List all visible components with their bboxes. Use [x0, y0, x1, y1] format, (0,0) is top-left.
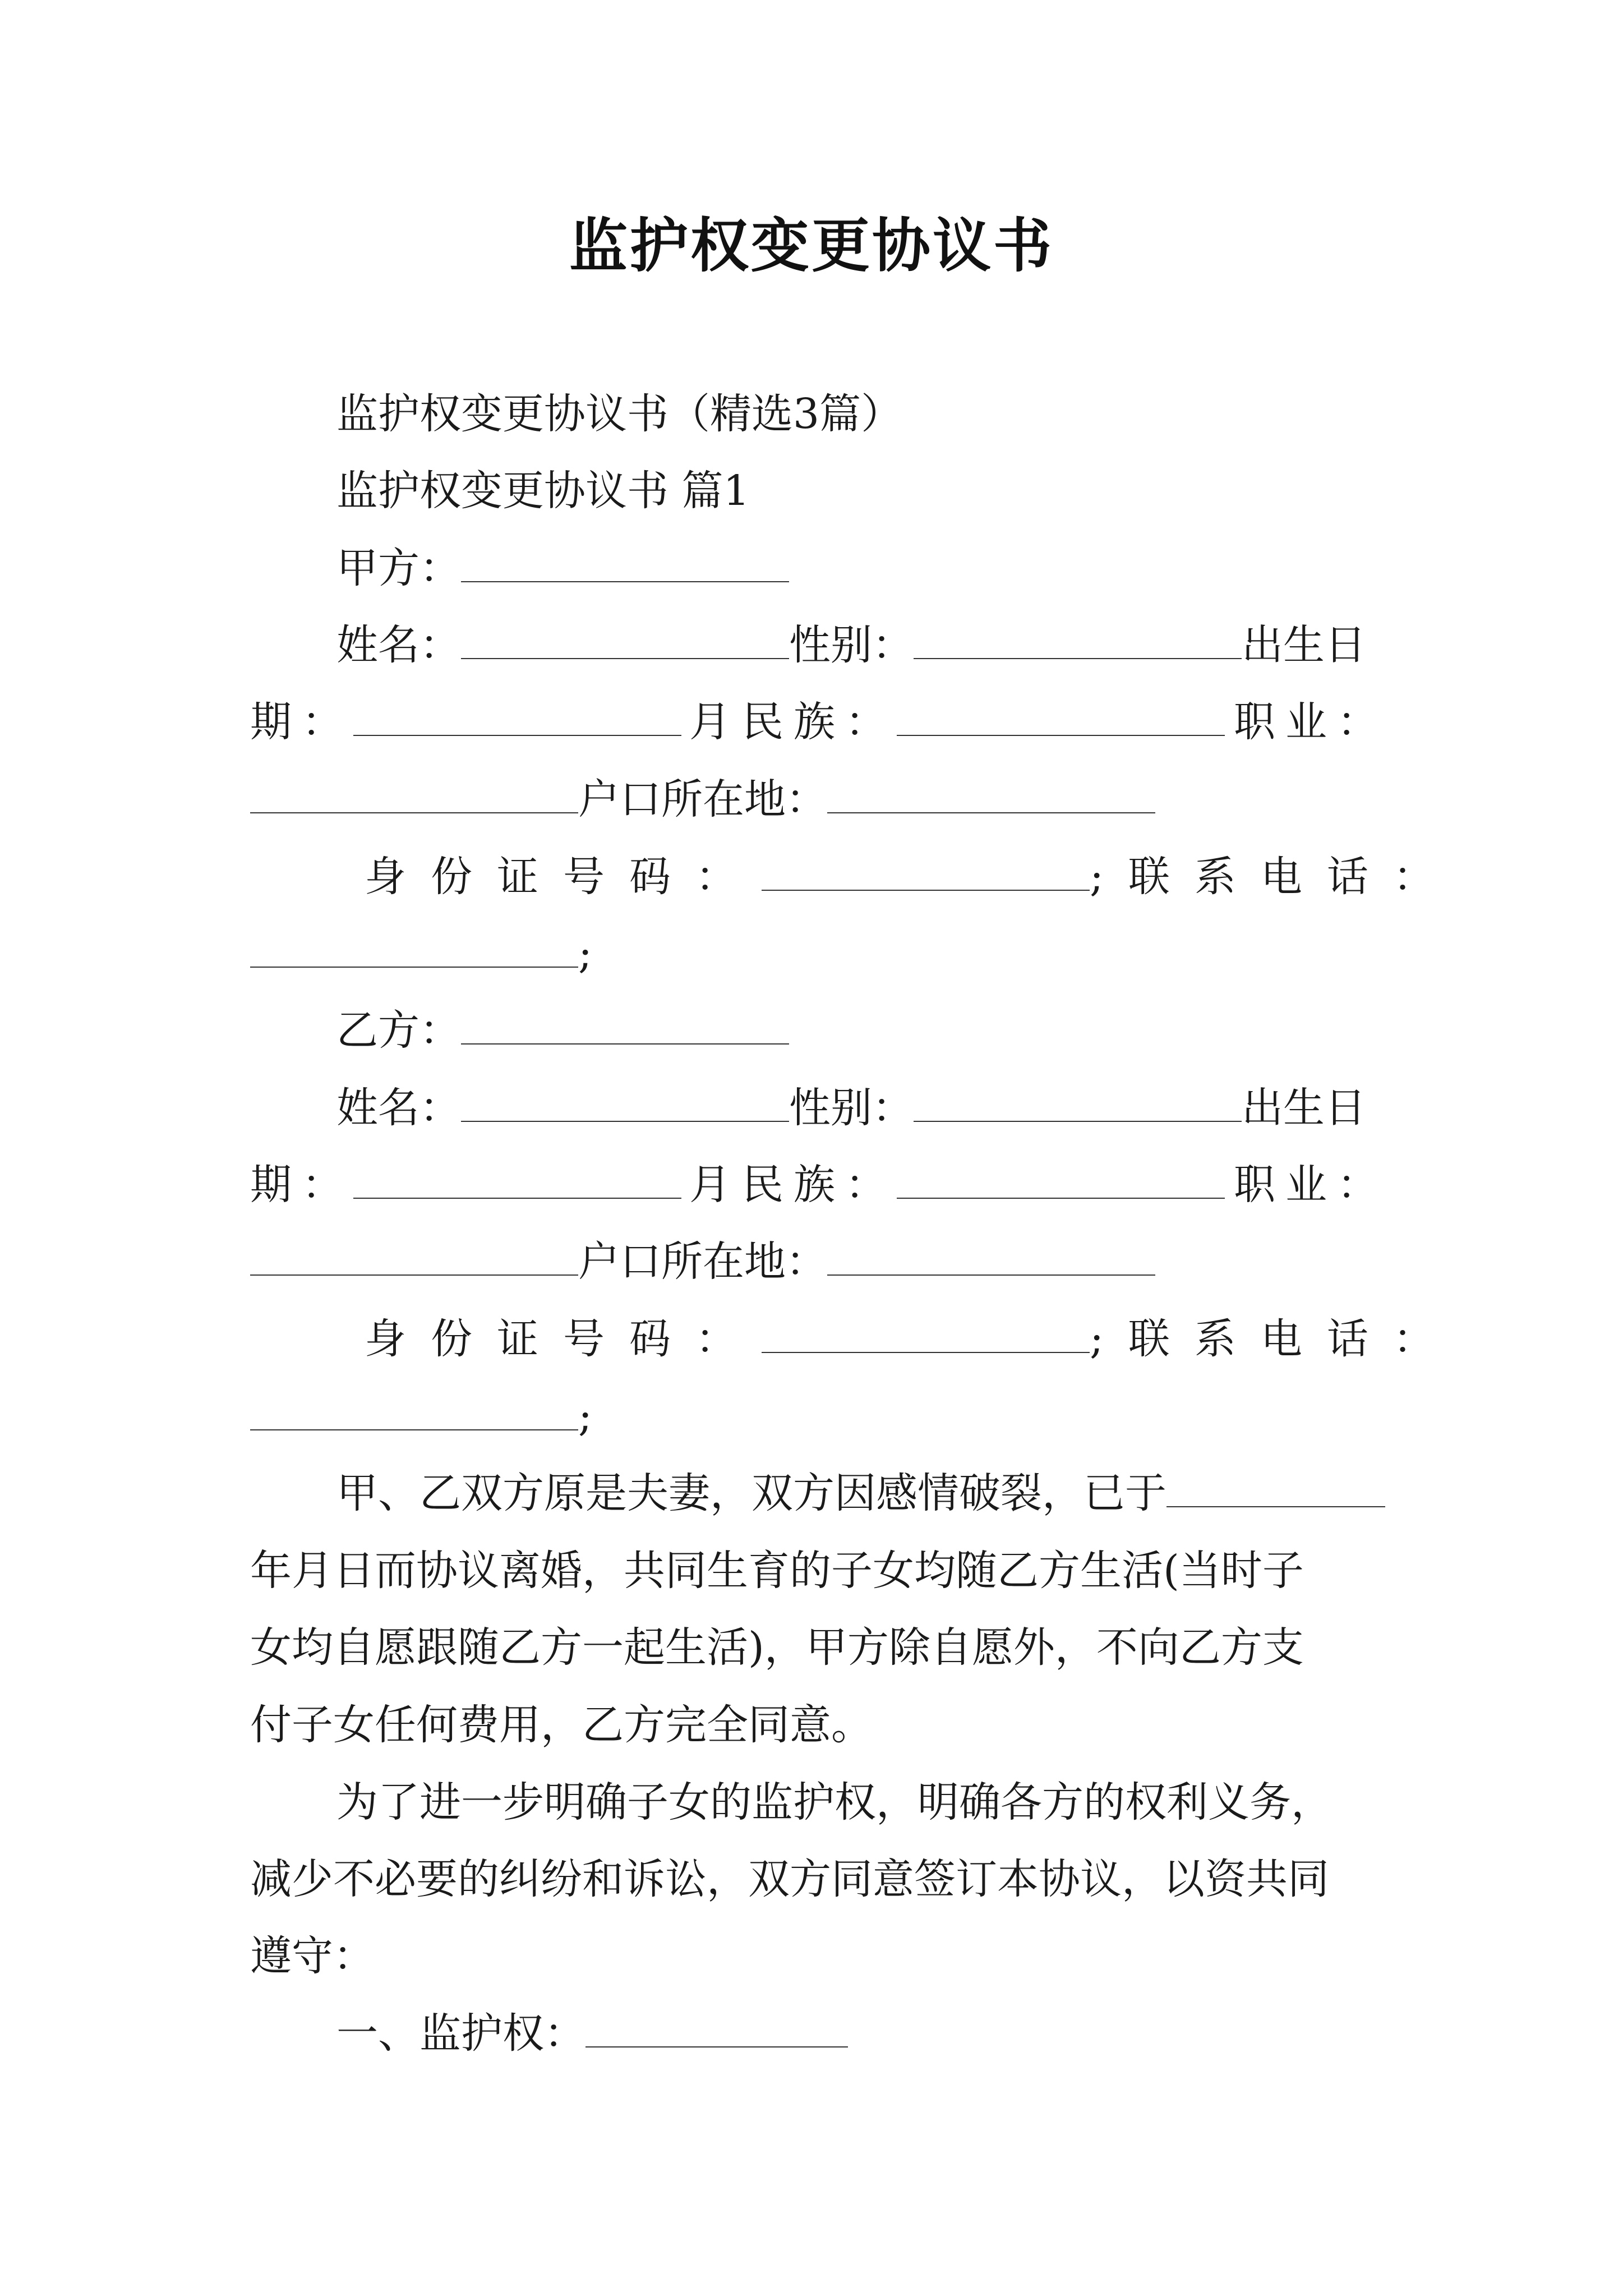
party-a-id-label: 身份证号码： — [365, 853, 762, 901]
party-a-residence-label: 户口所在地： — [578, 775, 827, 823]
party-b-name-row — [336, 1083, 1366, 1133]
party-a-occupation-field[interactable] — [250, 777, 578, 813]
party-b-month-label: 月 — [689, 1161, 731, 1209]
party-a-residence-field[interactable] — [827, 777, 1155, 813]
party-b-birth-label-1: 出生日 — [1242, 1084, 1366, 1132]
party-b-residence-label: 户口所在地： — [578, 1237, 827, 1286]
party-a-ethnicity-label: 民族： — [742, 698, 897, 746]
paragraph1-line3: 女均自愿跟随乙方一起生活)，甲方除自愿外，不向乙方支 — [250, 1623, 1304, 1672]
paragraph2-line1: 为了进一步明确子女的监护权，明确各方的权利义务， — [336, 1778, 1332, 1826]
party-b-id-row — [365, 1314, 1459, 1364]
party-b-gender-label: 性别： — [789, 1084, 914, 1132]
party-a-birth-label-1: 出生日 — [1242, 621, 1366, 669]
divorce-date-field[interactable] — [1166, 1471, 1385, 1507]
subtitle: 监护权变更协议书（精选3篇） — [336, 390, 903, 438]
party-a-ethnicity-field[interactable] — [897, 700, 1225, 736]
party-b-end-mark: ; — [578, 1392, 592, 1441]
party-a-blank[interactable] — [461, 546, 789, 582]
party-b-ethnicity-label: 民族： — [742, 1161, 897, 1209]
paragraph2-line2: 减少不必要的纠纷和诉讼，双方同意签订本协议，以资共同 — [250, 1855, 1329, 1903]
party-a-label: 甲方： — [336, 544, 461, 592]
party-a-phone-row — [250, 928, 592, 979]
party-a-phone-label: ;联系电话： — [1090, 853, 1459, 901]
party-a-gender-label: 性别： — [789, 621, 914, 669]
party-b-phone-row — [250, 1391, 592, 1442]
party-a-phone-field[interactable] — [250, 932, 578, 968]
party-a-birth-label-2: 期： — [250, 698, 353, 746]
paragraph1-line4: 付子女任何费用，乙方完全同意。 — [250, 1701, 873, 1749]
party-b-blank[interactable] — [461, 1009, 789, 1045]
party-a-birth-row — [250, 697, 1389, 747]
party-a-name-field[interactable] — [461, 623, 789, 659]
document-title: 监护权变更协议书 — [569, 211, 1054, 280]
party-b-id-field[interactable] — [762, 1317, 1090, 1353]
party-b-phone-field[interactable] — [250, 1395, 578, 1430]
party-a-occupation-label: 职业： — [1234, 698, 1389, 746]
party-b-occupation-field[interactable] — [250, 1240, 578, 1276]
party-b-birth-label-2: 期： — [250, 1161, 353, 1209]
section-heading: 监护权变更协议书 篇1 — [336, 467, 750, 515]
party-a-birth-field[interactable] — [353, 700, 681, 736]
party-a-name-row — [336, 620, 1366, 670]
paragraph1-text-1: 甲、乙双方原是夫妻，双方因感情破裂，已于 — [336, 1469, 1166, 1517]
party-b-label: 乙方： — [336, 1006, 461, 1055]
party-a-name-label: 姓名： — [336, 621, 461, 669]
paragraph1-line2: 年月日而协议离婚，共同生育的子女均随乙方生活(当时子 — [250, 1547, 1304, 1595]
party-a-month-label: 月 — [689, 698, 731, 746]
clause1-label: 一、监护权： — [336, 2009, 585, 2058]
party-a-gender-field[interactable] — [914, 623, 1242, 659]
party-b-residence-row — [250, 1236, 1155, 1287]
paragraph1-line1 — [336, 1468, 1385, 1519]
party-b-row — [336, 1005, 789, 1056]
party-b-occupation-label: 职业： — [1234, 1161, 1389, 1209]
party-b-gender-field[interactable] — [914, 1086, 1242, 1122]
party-b-birth-field[interactable] — [353, 1163, 681, 1199]
party-a-id-row — [365, 852, 1459, 902]
party-b-residence-field[interactable] — [827, 1240, 1155, 1276]
party-b-name-field[interactable] — [461, 1086, 789, 1122]
clause1-row — [336, 2008, 848, 2059]
party-b-name-label: 姓名： — [336, 1084, 461, 1132]
party-b-id-label: 身份证号码： — [365, 1315, 762, 1363]
party-b-phone-label: ;联系电话： — [1090, 1315, 1459, 1363]
party-a-id-field[interactable] — [762, 855, 1090, 891]
party-a-row — [336, 543, 789, 593]
party-b-birth-row — [250, 1159, 1389, 1210]
party-a-end-mark: ; — [578, 930, 592, 978]
party-b-ethnicity-field[interactable] — [897, 1163, 1225, 1199]
custody-field[interactable] — [585, 2012, 848, 2047]
party-a-residence-row — [250, 774, 1155, 825]
paragraph2-line3: 遵守： — [250, 1932, 375, 1980]
